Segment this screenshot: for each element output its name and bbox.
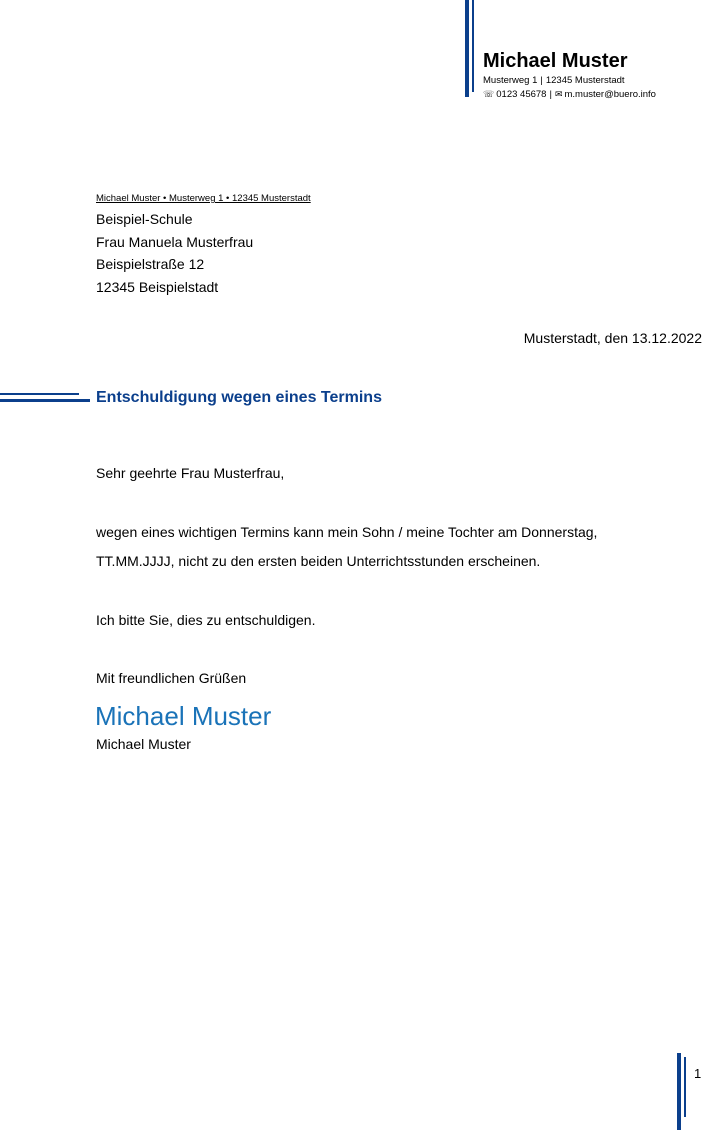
recipient-address <box>96 208 253 298</box>
recipient-line: Beispiel-Schule <box>96 211 193 227</box>
sender-contact-line <box>483 88 656 101</box>
recipient-line: Beispielstraße 12 <box>96 256 205 272</box>
sender-email[interactable]: m.muster@buero.info <box>564 89 656 100</box>
sender-name: Michael Muster <box>483 50 628 72</box>
sender-phone: 0123 45678 <box>496 89 547 100</box>
recipient-line: 12345 Beispielstadt <box>96 278 219 295</box>
footer-accent-bar-thin <box>684 1057 686 1117</box>
salutation: Sehr geehrte Frau Musterfrau, <box>96 465 285 481</box>
subject-accent-line <box>0 393 79 395</box>
separator: | <box>540 75 543 86</box>
closing-phrase: Mit freundlichen Grüßen <box>96 670 247 686</box>
footer-accent-bar <box>677 1053 681 1130</box>
header-accent-bar-thin <box>472 0 474 92</box>
phone-icon: ☏ <box>483 89 495 99</box>
signature-printed-name: Michael Muster <box>96 736 191 752</box>
letter-date: Musterstadt, den 13.12.2022 <box>523 330 702 346</box>
letter-subject: Entschuldigung wegen eines Termins <box>96 389 382 406</box>
body-paragraph: Ich bitte Sie, dies zu entschuldigen. <box>96 612 316 628</box>
signature: Michael Muster <box>95 701 272 731</box>
page-number: 1 <box>694 1066 702 1081</box>
return-address: Michael Muster • Musterweg 1 • 12345 Musterstadt <box>96 193 311 204</box>
sender-address-line <box>483 75 625 87</box>
sender-city: 12345 Musterstadt <box>545 75 625 86</box>
body-paragraph-line: wegen eines wichtigen Termins kann mein Sohn / meine Tochter am Donnerstag, <box>96 524 598 540</box>
subject-accent-line-bold <box>0 399 90 402</box>
separator: | <box>549 89 552 100</box>
recipient-line: Frau Manuela Musterfrau <box>96 233 254 250</box>
header-accent-bar <box>465 0 469 97</box>
sender-street: Musterweg 1 <box>483 75 538 86</box>
envelope-icon: ✉ <box>554 89 563 99</box>
body-paragraph-line: TT.MM.JJJJ, nicht zu den ersten beiden Unterrichtsstunden erscheinen. <box>96 553 541 569</box>
